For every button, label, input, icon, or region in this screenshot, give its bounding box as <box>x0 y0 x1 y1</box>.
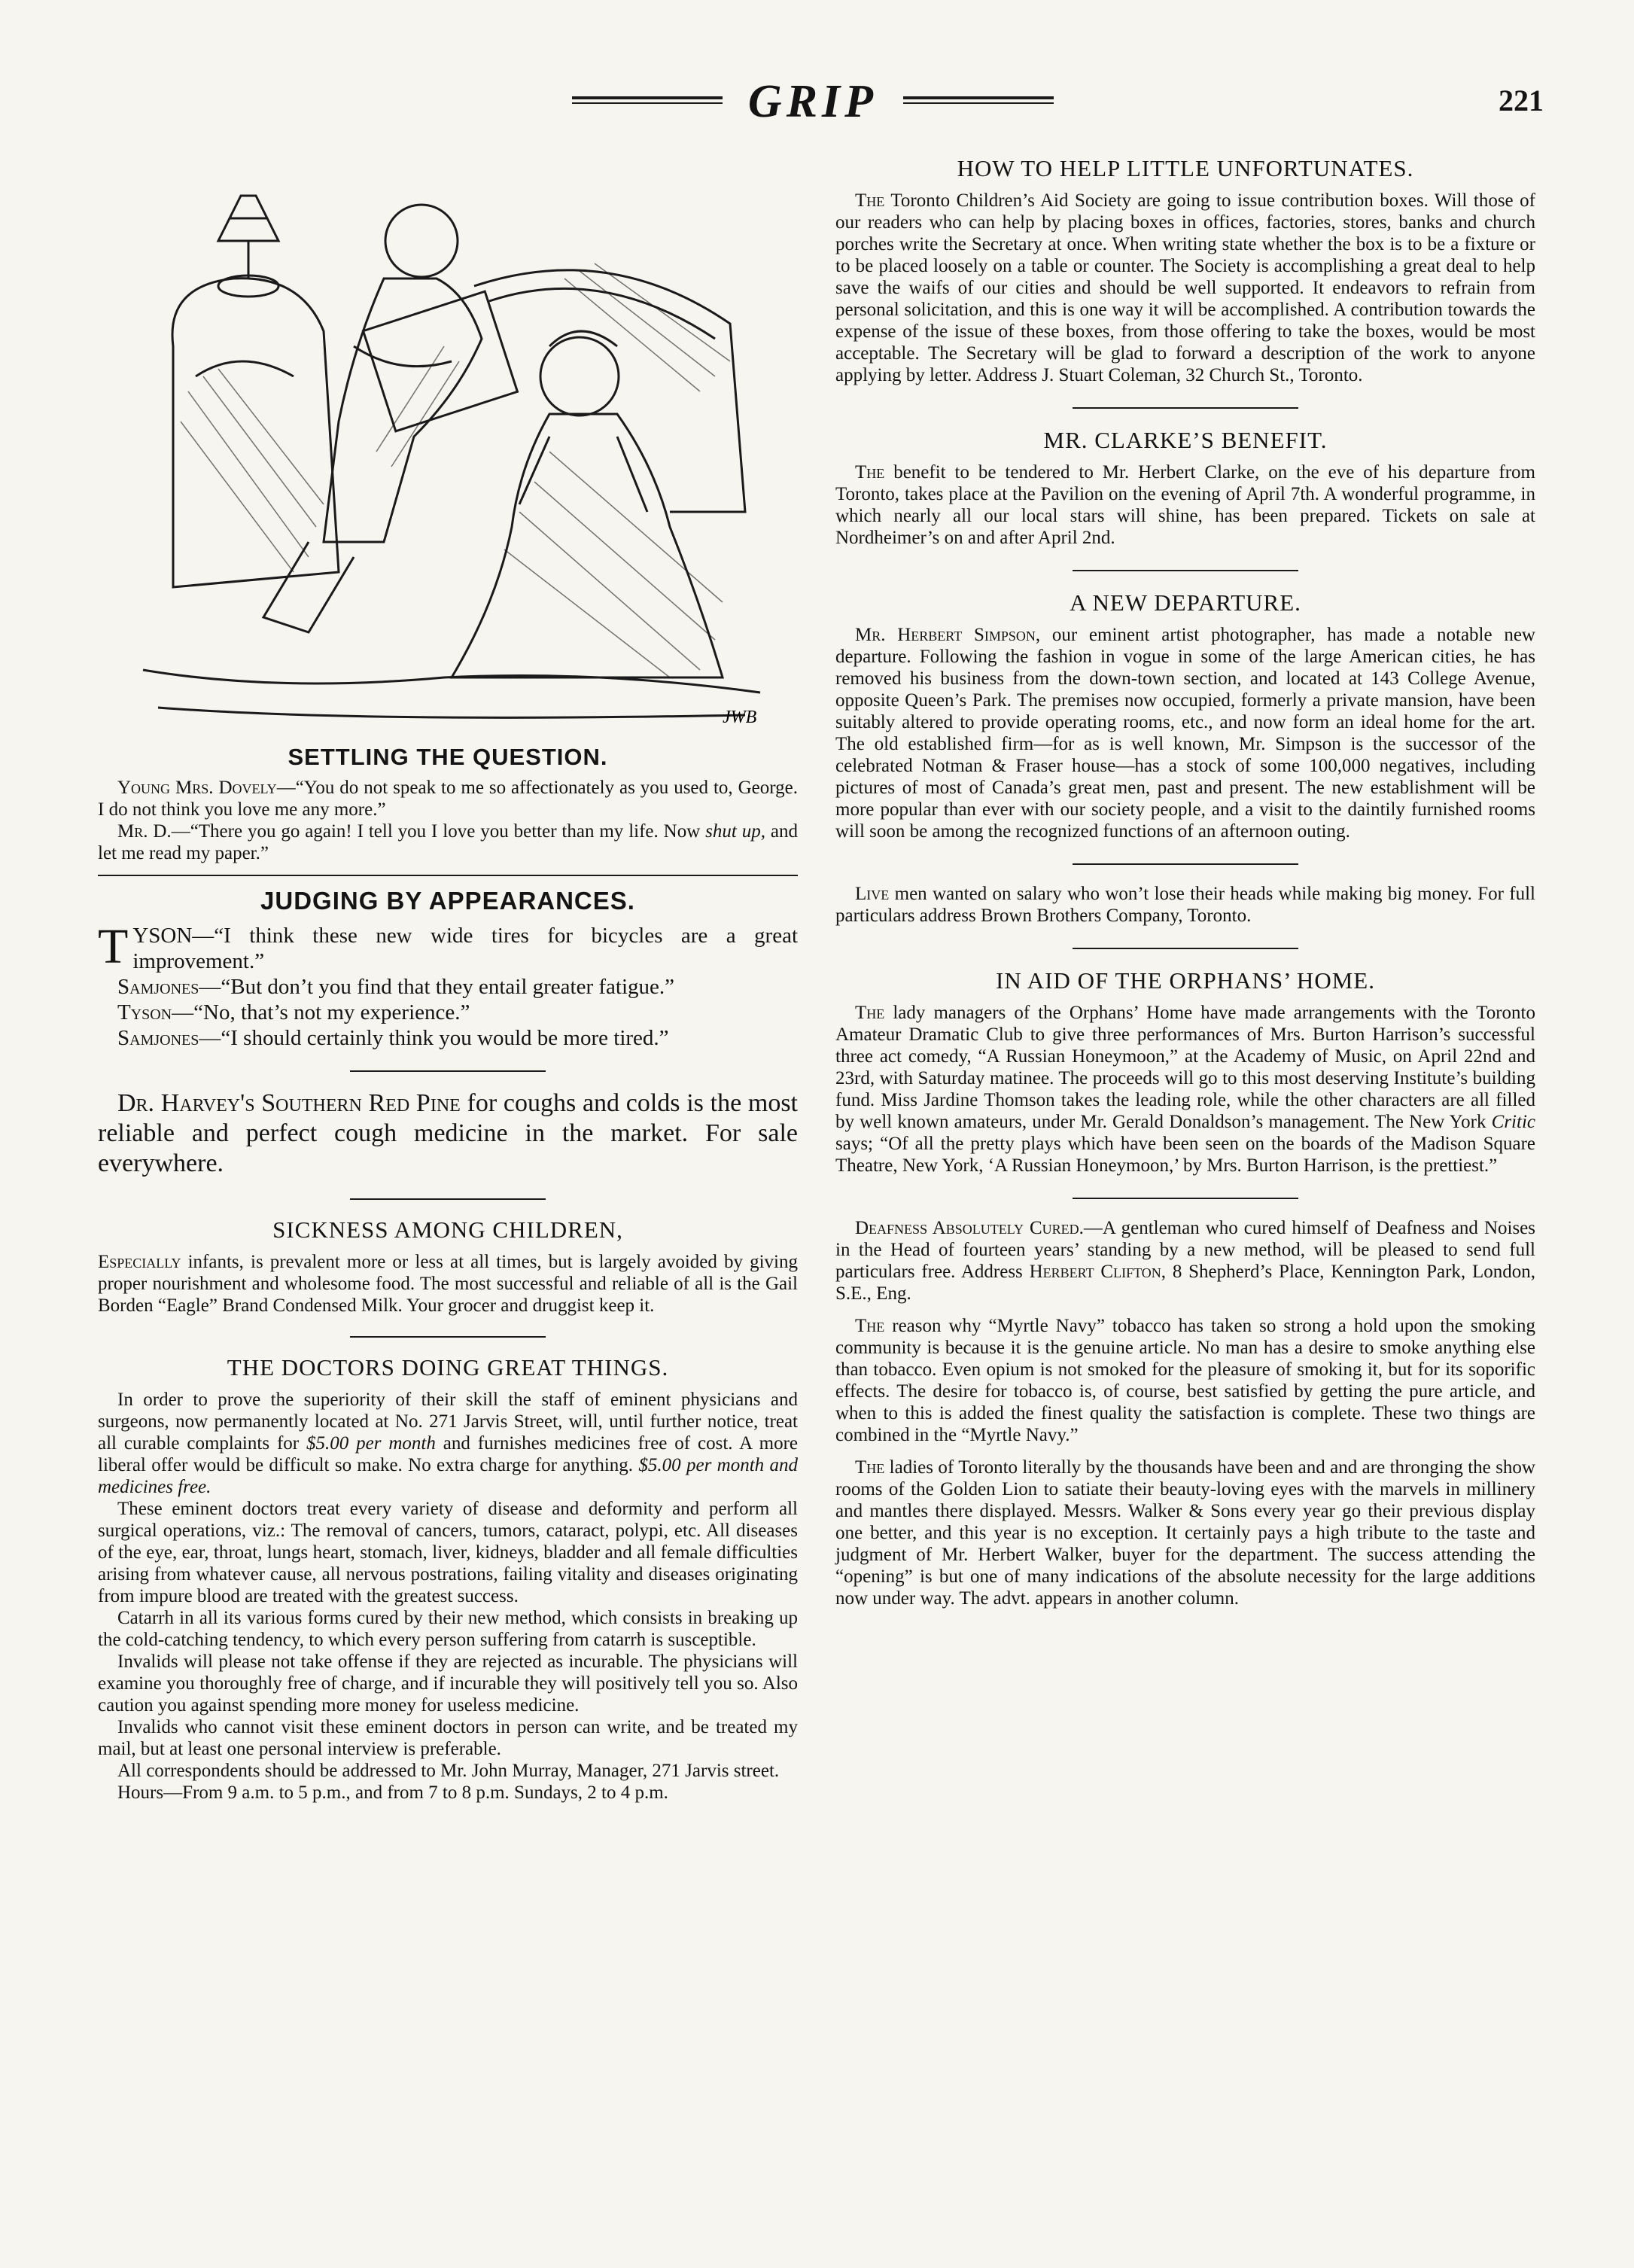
paragraph-text: says; “Of all the pretty plays which have been seen on the boards of the Madison Square Theatre, New York, ‘A Russian Honeymoon,’ by Mrs. Burton Harrison, is the prettiest.” <box>835 1134 1535 1176</box>
paragraph-lead: The <box>855 1316 885 1336</box>
appearances-line-2 <box>98 974 798 1000</box>
speaker-name: Samjones <box>117 1026 199 1050</box>
cartoon-illustration <box>128 151 775 730</box>
price-emphasis: $5.00 per month and medicines free. <box>98 1455 798 1497</box>
drop-cap: T <box>98 919 129 974</box>
dialog-text: —“There you go again! I tell you I love you better than my life. Now <box>171 821 706 842</box>
paragraph-text: lady managers of the Orphans’ Home have made arrangements with the Toronto Amateur Dramatic Club to give three performances of Mrs. Burton Harrison’s successful three act comedy, “A Russian Honeymoon,” at the Academy of Music, on April 22nd and 23rd, with Saturday matinee. The proceeds will go to this most deserving Institute’s building fund. Miss Jardine Thomson takes the leading role, while the other characters are all filled by well known amateurs, under Mr. Gerald Donaldson’s management. The New York <box>835 1003 1535 1132</box>
cartoon-caption-title: SETTLING THE QUESTION. <box>288 744 608 770</box>
deafness-advert <box>835 1217 1535 1304</box>
walker-advert <box>835 1457 1535 1609</box>
dialog-text: and let me read my paper.” <box>98 821 798 863</box>
harvey-advert <box>98 1088 798 1179</box>
cartoon-dialog-2 <box>98 820 798 864</box>
paragraph-text: 8 Shepherd’s Place, Kennington Park, London, S.E., Eng. <box>835 1262 1536 1304</box>
paragraph-lead: The <box>855 462 885 483</box>
paragraph-text: men wanted on salary who won’t lose their heads while making big money. For full particulars address Brown Brothers Company, Toronto. <box>835 884 1535 926</box>
orphans-title: IN AID OF THE ORPHANS’ HOME. <box>996 967 1375 994</box>
sickness-body <box>98 1251 798 1317</box>
spacer <box>835 1446 1535 1457</box>
clarke-body <box>835 461 1535 549</box>
unfortunates-title: HOW TO HELP LITTLE UNFORTUNATES. <box>957 155 1414 181</box>
masthead-rule-right <box>903 96 1054 104</box>
speaker-name: Tyson <box>117 1000 172 1024</box>
paragraph-text: reason why “Myrtle Navy” tobacco has taken so strong a hold upon the smoking community is because it is the genuine article. No man has a desire to smoke anything else than tobacco. Even opium is not smoked for the pleasure of smoking it, but for its soporific effects. The desire for tobacco is, of course, best satisfied by getting the pure article, and when to this is added the finest quality the satisfaction is complete. These two things are combined in the “Myrtle Navy.” <box>835 1316 1535 1445</box>
live-men-advert <box>835 883 1535 927</box>
cartoon-drawing <box>128 151 775 730</box>
paragraph-lead: Live <box>855 884 890 904</box>
unfortunates-body <box>835 190 1535 386</box>
masthead <box>572 75 1054 128</box>
clarke-title: MR. CLARKE’S BENEFIT. <box>1043 427 1328 453</box>
paragraph-lead: Deafness Absolutely Cured. <box>855 1218 1084 1238</box>
section-divider <box>1073 407 1298 409</box>
paragraph-text: In order to prove the superiority of their skill the staff of eminent physicians and surgeons, now permanently located at No. 271 Jarvis Street, will, until further notice, treat all curable complaints for <box>98 1390 798 1454</box>
paragraph-text: —A gentleman who cured himself of Deafness and Noises in the Head of fourteen years’ standing by a new method, will be pleased to send full particulars free. Address <box>835 1218 1535 1282</box>
appearances-line-3 <box>98 1000 798 1025</box>
advert-text: infants, is prevalent more or less at all times, but is largely avoided by giving proper nourishment and wholesome food. The most successful and reliable of all is the Gail Borden “Eagle” Brand Condensed Milk. Your grocer and druggist keep it. <box>98 1252 798 1316</box>
orphans-body <box>835 1002 1535 1177</box>
paragraph-lead: The <box>855 1003 885 1023</box>
paragraph-text: and furnishes medicines free of cost. A more liberal offer would be difficult so make. No extra charge for anything. <box>98 1433 799 1475</box>
section-divider <box>350 1070 546 1072</box>
masthead-title: GRIP <box>747 76 878 127</box>
section-divider <box>350 1198 546 1200</box>
appearances-line-4 <box>98 1025 798 1051</box>
cartoon-signature: JWB <box>723 708 757 727</box>
publication-title: Critic <box>1491 1112 1535 1132</box>
section-divider <box>98 875 798 876</box>
paragraph-text: benefit to be tendered to Mr. Herbert Clarke, on the eve of his departure from Toronto, takes place at the Pavilion on the evening of April 7th. A wonderful programme, in which nearly all our local stars will shine, has been prepared. Tickets on sale at Nordheimer’s on and after April 2nd. <box>835 462 1535 548</box>
section-divider <box>1073 863 1298 865</box>
doctors-paragraph-6: All correspondents should be addressed to Mr. John Murray, Manager, 271 Jarvis street. <box>117 1761 780 1781</box>
paragraph-text: Toronto Children’s Aid Society are going to issue contribution boxes. Will those of our readers who can help by placing boxes in offices, factories, stores, banks and church porches write the Secretary at once. When writing state whether the box is to be a fixture or to be placed loosely on a table or counter. The Society is accomplishing a great deal to help save the waifs of our cities and should be well supported. It endeavors to refrain from personal solicitation, and this is one way it will be accomplished. A contribution towards the expense of the issue of these boxes, from those offering to take the boxes, would be most acceptable. The Secretary will be glad to forward a description of the work to anyone applying by letter. Address J. Stuart Coleman, 32 Church St., Toronto. <box>835 190 1535 385</box>
section-divider <box>350 1336 546 1338</box>
paragraph-lead: Mr. Herbert Simpson, <box>855 625 1041 645</box>
doctors-paragraph-4: Invalids will please not take offense if they are rejected as incurable. The physicians will examine you thoroughly free of charge, and if incurable they will positively tell you so. Also caution you against spending more money for useless medicine. <box>98 1652 798 1715</box>
speaker-name: Samjones <box>117 975 199 999</box>
sickness-title: SICKNESS AMONG CHILDREN, <box>272 1216 623 1243</box>
appearances-line-1 <box>98 919 798 974</box>
spacer <box>835 1304 1535 1315</box>
doctors-paragraph-7: Hours—From 9 a.m. to 5 p.m., and from 7 to 8 p.m. Sundays, 2 to 4 p.m. <box>117 1782 668 1803</box>
doctors-paragraph-1 <box>98 1389 798 1498</box>
doctors-title: THE DOCTORS DOING GREAT THINGS. <box>227 1354 669 1381</box>
myrtle-advert <box>835 1315 1535 1446</box>
section-divider <box>1073 948 1298 949</box>
masthead-rule-left <box>572 96 723 104</box>
dialog-text: —“I think these new wide tires for bicycles are a great improvement.” <box>132 924 798 973</box>
paragraph-lead: The <box>855 1457 885 1478</box>
advert-lead: Especially <box>98 1252 181 1272</box>
paragraph-text: our eminent artist photographer, has made a notable new departure. Following the fashion in vogue in some of the large American cities, he has removed his business from the down-town section, and located at 143 College Avenue, opposite Queen’s Park. The premises now occupied, formerly a private mansion, have been suitably altered to provide operating rooms, etc., and now form an ideal home for the art. The old established firm—for as is well known, Mr. Simpson is the successor of the celebrated Notman & Fraser house—has a stock of some 100,000 negatives, including pictures of most of Canada’s great men, past and present. The new establishment will be more popular than ever with our society people, and a visit to the daintily furnished rooms will soon be among the recognized functions of an afternoon outing. <box>835 625 1535 842</box>
right-column <box>835 151 1535 1609</box>
speaker-name: Mr. D. <box>117 821 172 842</box>
doctors-paragraph-3: Catarrh in all its various forms cured by their new method, which consists in breaking up the cold-catching tendency, to which every person suffering from catarrh is susceptible. <box>98 1608 798 1650</box>
dialog-text: —“You do not speak to me so affectionately as you used to, George. I do not think you love me any more.” <box>98 778 798 820</box>
advertiser-name: Herbert Clifton, <box>1029 1262 1166 1282</box>
dialog-text: —“But don’t you find that they entail greater fatigue.” <box>199 975 675 999</box>
departure-body <box>835 624 1535 842</box>
appearances-title: JUDGING BY APPEARANCES. <box>260 887 635 915</box>
section-divider <box>1073 1198 1298 1199</box>
left-column <box>98 151 798 1804</box>
cartoon-dialog-1 <box>98 777 798 820</box>
speaker-name: YSON <box>132 924 193 948</box>
paragraph-text: ladies of Toronto literally by the thousands have been and and are thronging the show rooms of the Golden Lion to satiate their beauty-loving eyes with the marvels in millinery and mantles there displayed. Messrs. Walker & Sons every year go their previous display one better, and this year is no exception. It certainly pays a high tribute to the taste and judgment of Mr. Herbert Walker, buyer for the department. The success attending the “opening” is but one of many indications of the absolute necessity for the large additions now under way. The advt. appears in another column. <box>835 1457 1535 1609</box>
doctors-paragraph-2: These eminent doctors treat every variety of disease and deformity and perform all surgical operations, viz.: The removal of cancers, tumors, cataract, polypi, etc. All diseases of the eye, ear, throat, lungs heart, stomach, liver, kidneys, bladder and all female difficulties arising from whatever cause, all nervous postrations, failing vitality and diseases originating from impure blood are treated with the greatest success. <box>98 1499 798 1606</box>
page-number: 221 <box>1499 84 1544 117</box>
dialog-text: —“I should certainly think you would be more tired.” <box>199 1026 669 1050</box>
paragraph-lead: The <box>855 190 885 211</box>
advert-lead: Dr. Harvey's Southern Red Pine <box>117 1089 461 1117</box>
section-divider <box>1073 570 1298 571</box>
doctors-paragraph-5: Invalids who cannot visit these eminent doctors in person can write, and be treated my mail, but at least one personal interview is preferable. <box>98 1717 798 1759</box>
dialog-emphasis: shut up, <box>705 821 765 842</box>
price-emphasis: $5.00 per month <box>306 1433 436 1454</box>
dialog-text: —“No, that’s not my experience.” <box>172 1000 470 1024</box>
departure-title: A NEW DEPARTURE. <box>1070 589 1301 616</box>
speaker-name: Young Mrs. Dovely <box>117 778 277 798</box>
advert-text: for coughs and colds is the most reliable and perfect cough medicine in the market. For sale everywhere. <box>98 1089 798 1177</box>
